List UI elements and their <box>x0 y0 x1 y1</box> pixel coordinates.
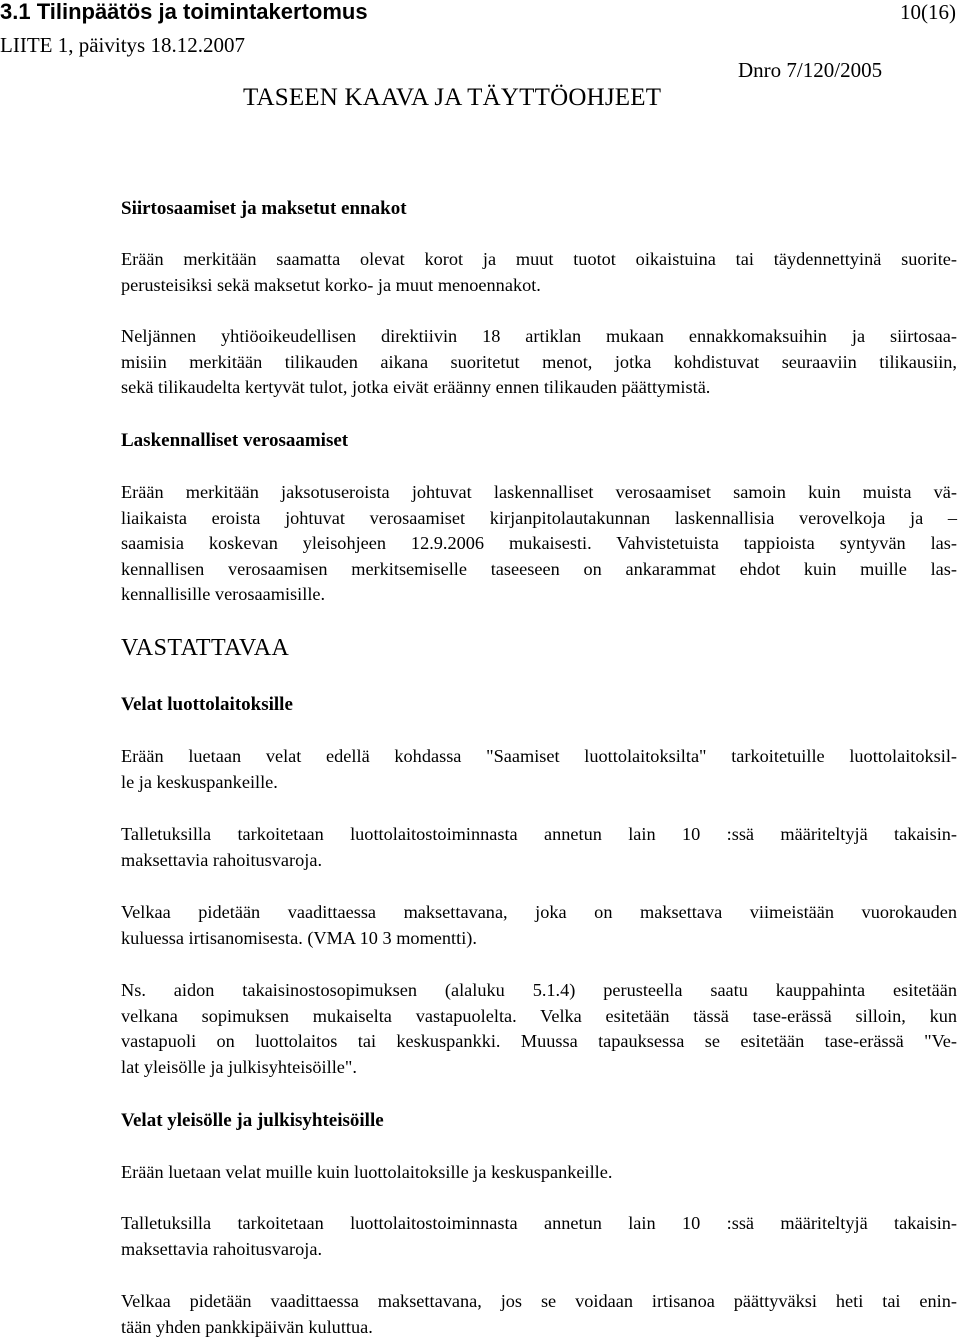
heading-siirtosaamiset: Siirtosaamiset ja maksetut ennakot <box>121 198 407 219</box>
text-line: Talletuksilla tarkoitetaan luottolaitostoiminnasta annetun lain 10 :ssä määriteltyjä takaisin- <box>121 1213 957 1233</box>
section-heading <box>121 636 957 662</box>
text-line: kennallisille verosaamisille. <box>121 584 326 604</box>
text-line: Talletuksilla tarkoitetaan luottolaitostoiminnasta annetun lain 10 :ssä määriteltyjä takaisin- <box>121 824 957 844</box>
text-line: Erään merkitään saamatta olevat korot ja muut tuotot oikaistuina tai täydennettyinä suorite- <box>121 249 957 269</box>
text-line: liaikaista eroista johtuvat verosaamiset kirjanpitolautakunnan laskennallisia verovelkoja ja – <box>121 507 957 528</box>
appendix-label: LIITE 1, päivitys 18.12.2007 <box>0 33 245 57</box>
paragraph <box>121 247 957 298</box>
text-line: Ns. aidon takaisinostosopimuksen (alaluku 5.1.4) perusteella saatu kauppahinta esitetään <box>121 980 957 1000</box>
paragraph <box>121 822 957 873</box>
paragraph <box>121 900 957 951</box>
text-line: kuluessa irtisanomisesta. (VMA 10 3 momentti). <box>121 927 477 948</box>
text-line: velkana sopimuksen mukaiselta vastapuolelta. Velka esitetään tässä tase-erässä silloin, kun <box>121 1005 957 1026</box>
text-line: maksettavia rahoitusvaroja. <box>121 1238 323 1259</box>
paragraph <box>121 1160 957 1186</box>
page-number: 10(16) <box>900 0 956 24</box>
paragraph <box>121 1289 957 1340</box>
section-heading <box>121 1108 957 1134</box>
section-heading <box>121 428 957 454</box>
text-line: saamisia koskevan yleisohjeen 12.9.2006 mukaisesti. Vahvistetuista tappioista syntyvän las- <box>121 533 957 553</box>
paragraph <box>121 978 957 1080</box>
section-heading <box>121 692 957 718</box>
text-line: Erään luetaan velat muille kuin luottolaitoksille ja keskuspankeille. <box>121 1162 613 1182</box>
paragraph <box>121 744 957 795</box>
paragraph <box>121 324 957 401</box>
heading-laskennalliset: Laskennalliset verosaamiset <box>121 430 349 451</box>
section-heading <box>121 196 957 222</box>
heading-velat-luottolaitoksille: Velat luottolaitoksille <box>121 694 293 715</box>
text-line: vastapuoli on luottolaitos tai keskuspankki. Muussa tapauksessa se esitetään tase-erässä "Ve- <box>121 1031 957 1051</box>
text-line: sekä tilikaudelta kertyvät tulot, jotka eivät eräänny ennen tilikauden päättymistä. <box>121 377 711 397</box>
text-line: Velkaa pidetään vaadittaessa maksettavana, joka on maksettava viimeistään vuorokauden <box>121 902 957 922</box>
text-line: lat yleisölle ja julkisyhteisöille". <box>121 1056 357 1077</box>
text-line: kennallisen verosaamisen merkitsemiselle taseeseen on ankarammat ehdot kuin muille las- <box>121 558 957 579</box>
heading-vastattavaa: VASTATTAVAA <box>121 635 290 661</box>
text-line: Erään merkitään jaksotuseroista johtuvat laskennalliset verosaamiset samoin kuin muista vä- <box>121 482 957 502</box>
text-line: le ja keskuspankeille. <box>121 771 278 792</box>
heading-velat-yleisolle: Velat yleisölle ja julkisyhteisöille <box>121 1110 384 1131</box>
paragraph <box>121 480 957 608</box>
text-line: maksettavia rahoitusvaroja. <box>121 849 323 870</box>
text-line: Erään luetaan velat edellä kohdassa "Saamiset luottolaitoksilta" tarkoitetuille luottolaitoksil- <box>121 746 957 766</box>
text-line: tään yhden pankkipäivän kuluttua. <box>121 1316 373 1337</box>
text-line: Neljännen yhtiöoikeudellisen direktiivin 18 artiklan mukaan ennakkomaksuihin ja siirtosaa- <box>121 326 957 346</box>
text-line: Velkaa pidetään vaadittaessa maksettavana, jos se voidaan irtisanoa päättyväksi heti tai enin- <box>121 1291 957 1311</box>
document-title: TASEEN KAAVA JA TÄYTTÖOHJEET <box>243 84 662 111</box>
section-reference: 3.1 Tilinpäätös ja toimintakertomus <box>0 0 368 24</box>
text-line: misiin merkitään tilikauden aikana suoritetut menot, jotka kohdistuvat seuraaviin tilikausiin, <box>121 351 957 372</box>
page-header <box>0 0 960 30</box>
paragraph <box>121 1211 957 1262</box>
text-line: perusteisiksi sekä maksetut korko- ja muut menoennakot. <box>121 274 541 295</box>
document-number: Dnro 7/120/2005 <box>738 58 883 82</box>
